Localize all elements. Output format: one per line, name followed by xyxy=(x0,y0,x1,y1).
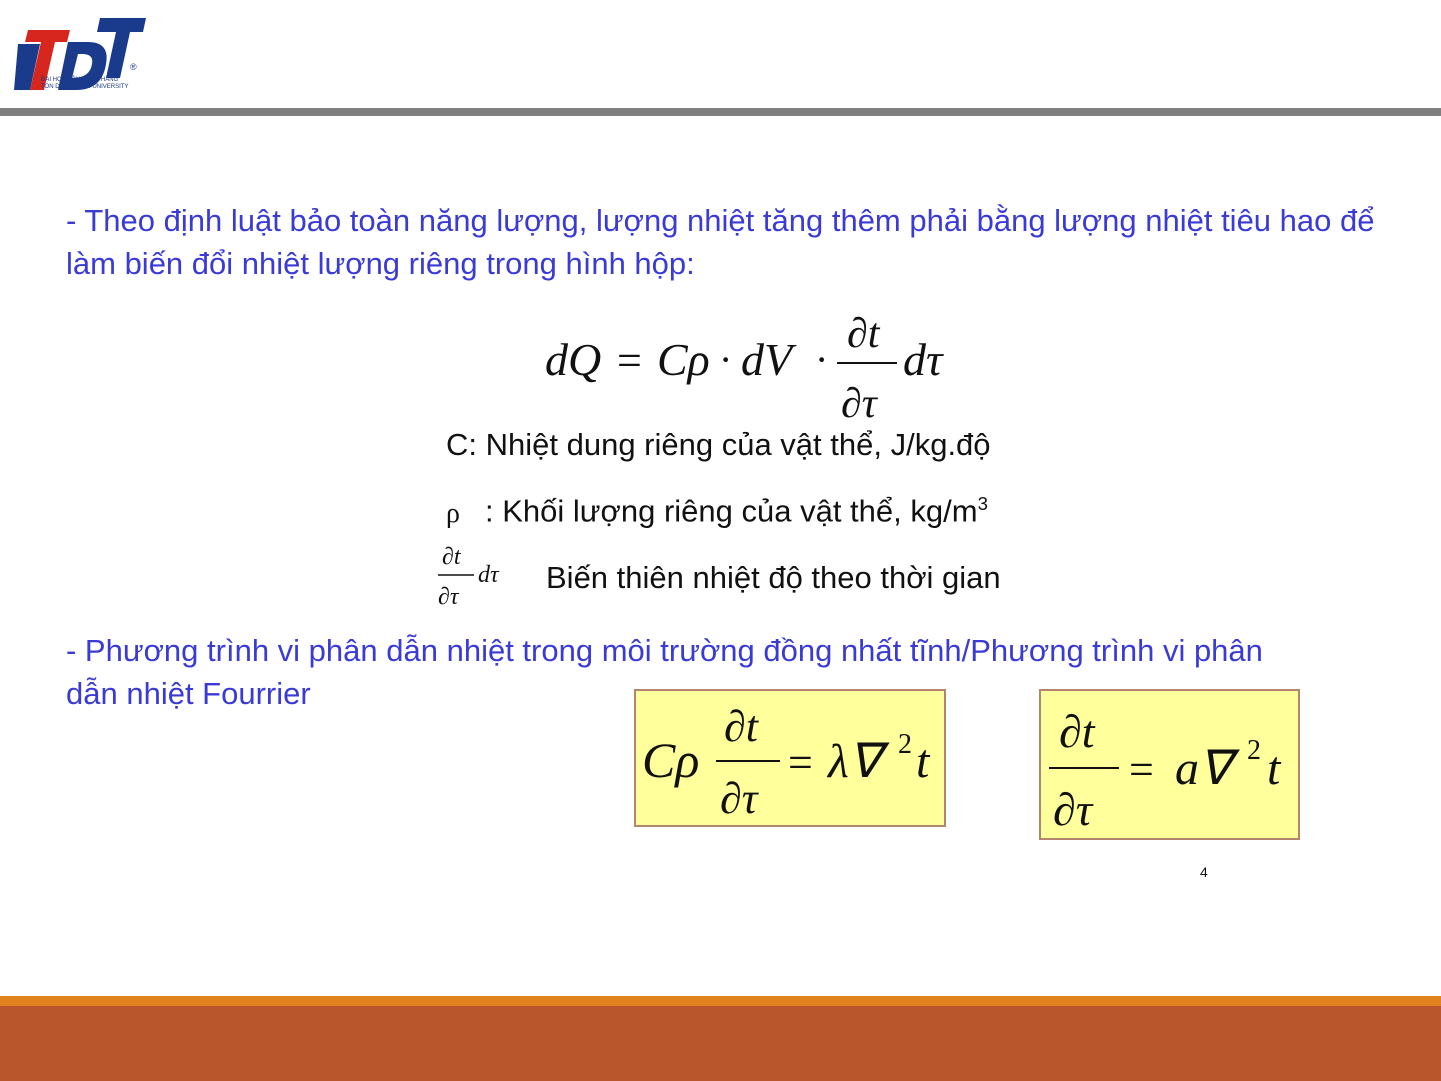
logo-subtitle xyxy=(41,77,128,91)
svg-text:dτ: dτ xyxy=(478,562,499,588)
svg-text:Cρ: Cρ xyxy=(657,334,710,385)
definition-rho-exponent: 3 xyxy=(977,493,988,514)
svg-text:∂t: ∂t xyxy=(442,544,461,570)
svg-text:·: · xyxy=(719,337,733,382)
svg-text:2: 2 xyxy=(1247,735,1261,766)
header-divider xyxy=(0,108,1441,116)
page-number: 4 xyxy=(1200,864,1208,880)
svg-text:2: 2 xyxy=(898,729,912,760)
equation-main xyxy=(545,305,975,425)
svg-text:=: = xyxy=(1129,745,1154,794)
svg-text:dQ: dQ xyxy=(545,334,602,385)
svg-text:∂t: ∂t xyxy=(1059,706,1095,757)
equation-main-graphic xyxy=(545,305,975,425)
footer-band xyxy=(0,1006,1441,1081)
svg-text:∂τ: ∂τ xyxy=(720,774,758,823)
definition-c: C: Nhiệt dung riêng của vật thể, J/kg.độ xyxy=(446,427,991,462)
svg-text:t: t xyxy=(916,735,930,788)
svg-text:∂τ: ∂τ xyxy=(1053,784,1093,835)
paragraph-fourier-equation: - Phương trình vi phân dẫn nhiệt trong môi trường đồng nhất tĩnh/Phương trình vi phân dẫn nhiệt Fourrier xyxy=(66,633,1263,711)
svg-text:∂τ: ∂τ xyxy=(841,381,877,425)
svg-text:=: = xyxy=(617,336,642,385)
svg-text:a∇: a∇ xyxy=(1175,742,1232,795)
definition-dt: Biến thiên nhiệt độ theo thời gian xyxy=(546,560,1001,595)
svg-text:λ∇: λ∇ xyxy=(828,735,881,788)
equation-box-2-graphic xyxy=(1041,691,1298,838)
equation-box-1-graphic xyxy=(636,691,944,825)
definition-rho xyxy=(485,493,988,529)
logo-subtitle-line2: TON DUC THANG UNIVERSITY xyxy=(41,84,129,90)
svg-text:dτ: dτ xyxy=(903,334,943,385)
logo-subtitle-line1: ĐẠI HỌC TÔN ĐỨC THẮNG xyxy=(41,77,119,83)
svg-text:∂t: ∂t xyxy=(724,702,758,751)
svg-text:=: = xyxy=(788,738,813,787)
equation-box-1 xyxy=(634,689,946,827)
svg-text:t: t xyxy=(1267,742,1281,795)
paragraph-energy-conservation: - Theo định luật bảo toàn năng lượng, lượng nhiệt tăng thêm phải bằng lượng nhiệt tiêu hao để làm biến đổi nhiệt lượng riêng trong hình hộp: xyxy=(66,203,1375,281)
footer-accent-stripe xyxy=(0,996,1441,1006)
rho-symbol: ρ xyxy=(446,498,460,529)
equation-box-2 xyxy=(1039,689,1300,840)
svg-text:∂t: ∂t xyxy=(847,311,880,357)
dt-dtau-graphic xyxy=(434,540,524,610)
svg-text:Cρ: Cρ xyxy=(642,732,700,788)
svg-text:·: · xyxy=(815,337,829,382)
svg-text:®: ® xyxy=(130,62,137,72)
svg-text:dV: dV xyxy=(741,334,793,385)
definition-rho-text: : Khối lượng riêng của vật thể, kg/m xyxy=(485,493,978,529)
svg-text:∂τ: ∂τ xyxy=(438,584,459,610)
dt-dtau-fraction xyxy=(434,540,524,610)
